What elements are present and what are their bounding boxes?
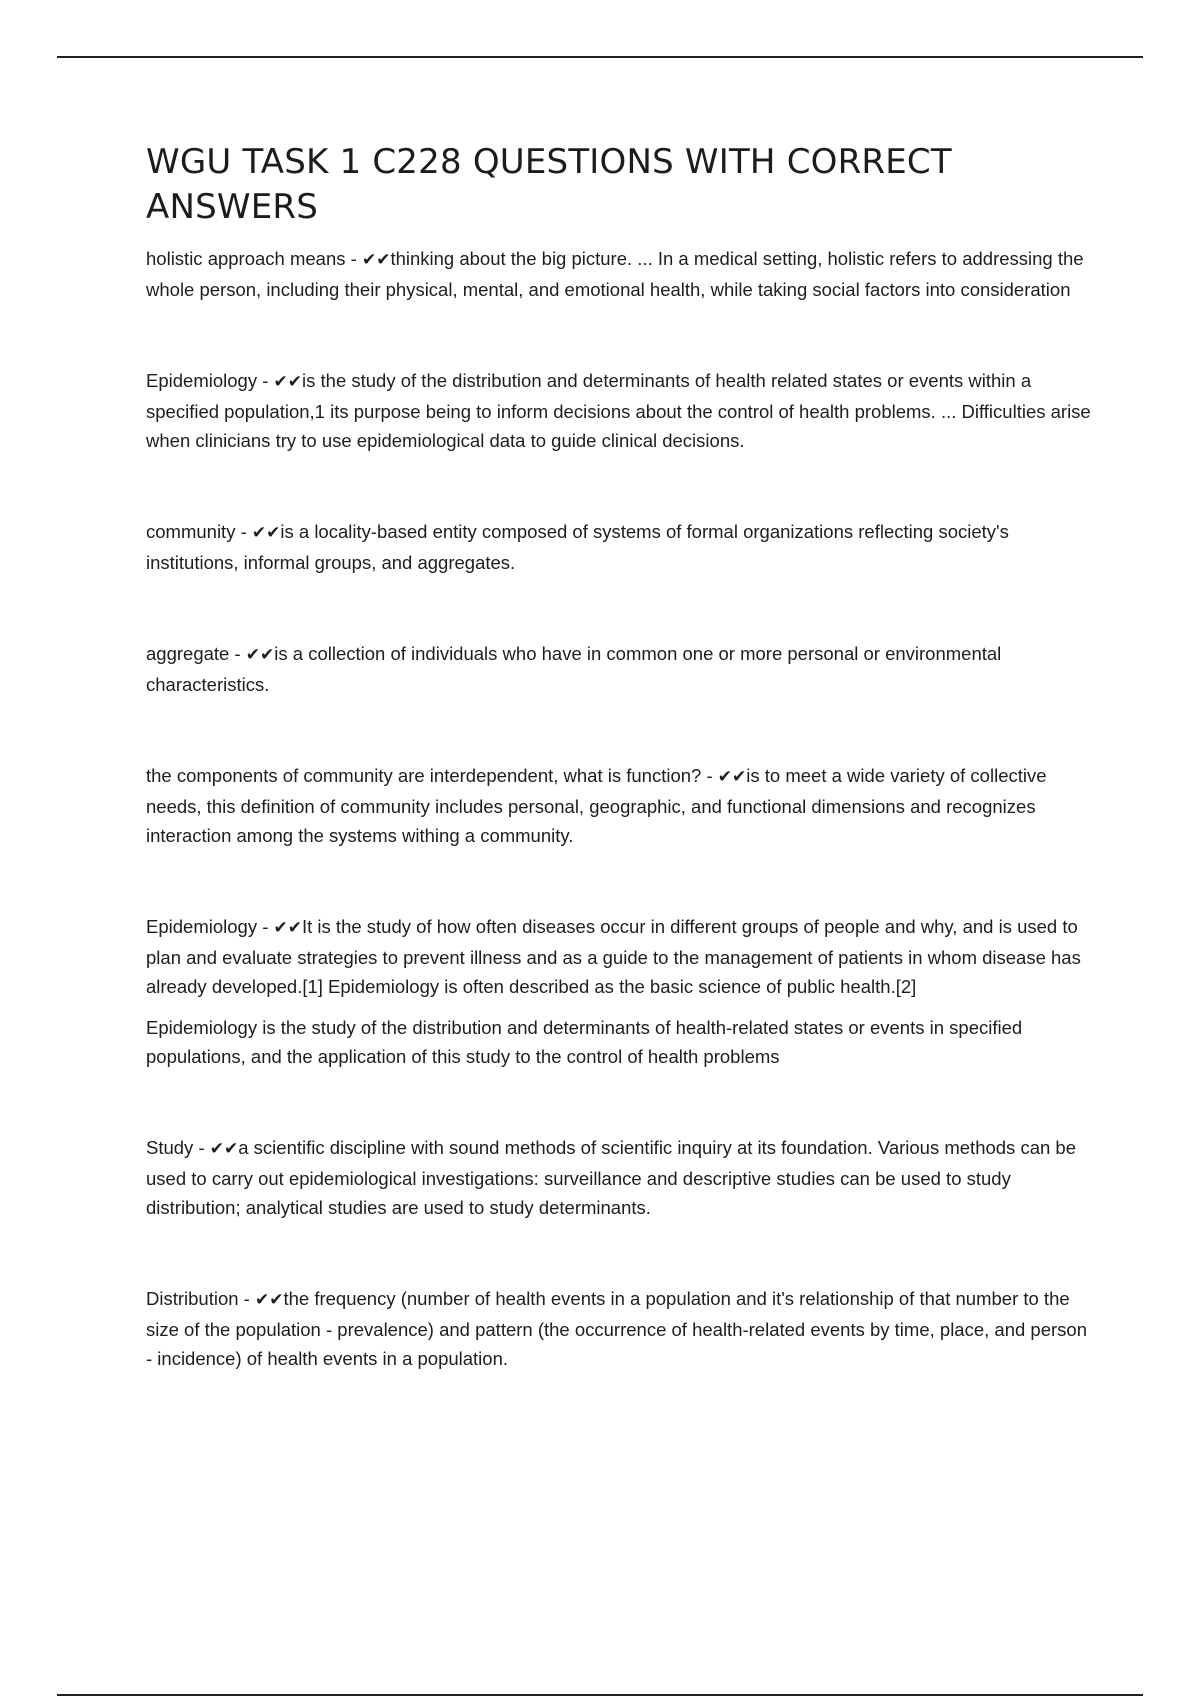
qa-term: the components of community are interdependent, what is function? - bbox=[146, 765, 713, 786]
qa-item bbox=[146, 761, 1096, 850]
qa-term: Epidemiology - bbox=[146, 370, 269, 391]
qa-answer: thinking about the big picture. ... In a medical setting, holistic refers to addressing the whole person, including their physical, mental, and emotional health, while taking social factors into consideration bbox=[146, 248, 1084, 300]
qa-item bbox=[146, 517, 1096, 577]
qa-item bbox=[146, 1284, 1096, 1373]
qa-answer: is a locality-based entity composed of systems of formal organizations reflecting society's institutions, informal groups, and aggregates. bbox=[146, 521, 1009, 573]
qa-item bbox=[146, 366, 1096, 455]
qa-continuation: Epidemiology is the study of the distribution and determinants of health-related states or events in specified populations, and the application of this study to the control of health problems bbox=[146, 1017, 1023, 1067]
check-mark-icon: ✔✔ bbox=[717, 767, 747, 787]
document-body bbox=[146, 140, 1096, 1373]
check-mark-icon: ✔✔ bbox=[254, 1290, 284, 1310]
check-mark-icon: ✔✔ bbox=[245, 645, 275, 665]
qa-answer: a scientific discipline with sound methods of scientific inquiry at its foundation. Various methods can be used to carry out epidemiological investigations: surveillance and descriptive studies can be used to study distribution; analytical studies are used to study determinants. bbox=[146, 1137, 1076, 1218]
top-divider bbox=[57, 56, 1143, 58]
qa-answer: the frequency (number of health events in a population and it's relationship of that number to the size of the population - prevalence) and pattern (the occurrence of health-related events by time, place, and person - incidence) of health events in a population. bbox=[146, 1288, 1087, 1369]
qa-term: aggregate - bbox=[146, 643, 241, 664]
qa-term: Study - bbox=[146, 1137, 205, 1158]
check-mark-icon: ✔✔ bbox=[273, 918, 303, 938]
qa-term: holistic approach means - bbox=[146, 248, 357, 269]
qa-answer: is a collection of individuals who have in common one or more personal or environmental characteristics. bbox=[146, 643, 1002, 695]
qa-answer: It is the study of how often diseases occur in different groups of people and why, and is used to plan and evaluate strategies to prevent illness and as a guide to the management of patients in whom disease has already developed.[1] Epidemiology is often described as the basic science of public health.[2] bbox=[146, 916, 1081, 997]
qa-answer: is to meet a wide variety of collective needs, this definition of community includes personal, geographic, and functional dimensions and recognizes interaction among the systems withing a community. bbox=[146, 765, 1047, 846]
qa-item bbox=[146, 1133, 1096, 1222]
qa-answer: is the study of the distribution and determinants of health related states or events within a specified population,1 its purpose being to inform decisions about the control of health problems. ... Difficulties arise when clinicians try to use epidemiological data to guide clinical decisions. bbox=[146, 370, 1091, 451]
check-mark-icon: ✔✔ bbox=[273, 372, 303, 392]
check-mark-icon: ✔✔ bbox=[361, 250, 391, 270]
qa-term: Distribution - bbox=[146, 1288, 250, 1309]
qa-item bbox=[146, 244, 1096, 304]
qa-item bbox=[146, 639, 1096, 699]
check-mark-icon: ✔✔ bbox=[209, 1139, 239, 1159]
qa-term: Epidemiology - bbox=[146, 916, 269, 937]
bottom-divider bbox=[57, 1694, 1143, 1696]
document-title: WGU TASK 1 C228 QUESTIONS WITH CORRECT ANSWERS bbox=[146, 142, 952, 227]
qa-term: community - bbox=[146, 521, 247, 542]
check-mark-icon: ✔✔ bbox=[251, 523, 281, 543]
qa-item bbox=[146, 912, 1096, 1001]
